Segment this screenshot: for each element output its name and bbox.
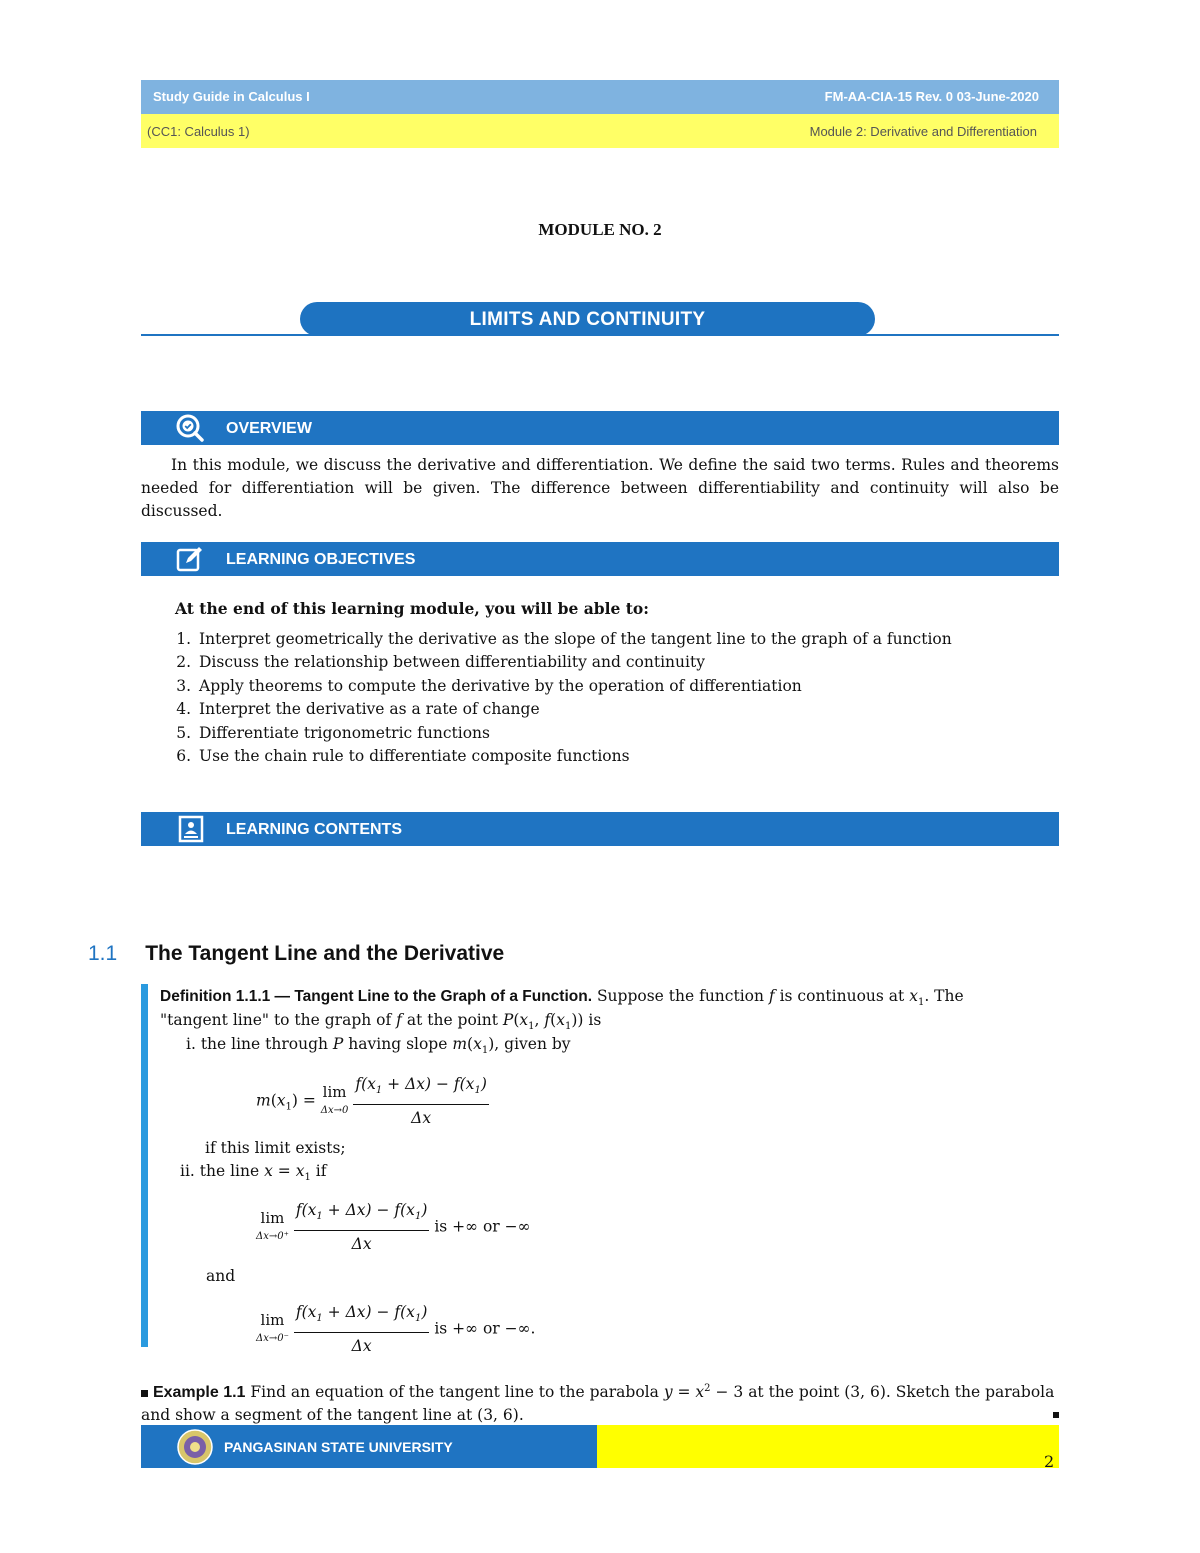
list-item: 6. Use the chain rule to differentiate composite functions bbox=[176, 746, 630, 765]
contents-section-header bbox=[141, 812, 1059, 846]
definition-text: . The bbox=[924, 987, 964, 1005]
definition-text: , given by bbox=[494, 1035, 571, 1053]
header-module-name: Module 2: Derivative and Differentiation bbox=[809, 124, 1037, 139]
definition-text: the line through bbox=[200, 1035, 328, 1053]
section-heading: The Tangent Line and the Derivative bbox=[145, 942, 505, 965]
list-item: 5. Differentiate trigonometric functions bbox=[176, 723, 490, 742]
definition-text: the line bbox=[199, 1162, 260, 1180]
module-title: LIMITS AND CONTINUITY bbox=[300, 302, 875, 336]
header-course-title: Study Guide in Calculus I bbox=[153, 89, 310, 104]
definition-item-label: i. bbox=[186, 1035, 196, 1053]
definition-text: "tangent line" to the graph of bbox=[160, 1011, 392, 1029]
footer-band bbox=[141, 1425, 597, 1468]
and-text: and bbox=[206, 1267, 236, 1285]
university-seal-icon bbox=[177, 1429, 213, 1465]
definition-text: is continuous at bbox=[779, 987, 905, 1005]
overview-heading: OVERVIEW bbox=[226, 420, 312, 437]
overview-paragraph bbox=[141, 454, 1059, 523]
definition-text: is bbox=[588, 1011, 602, 1029]
objectives-intro: At the end of this learning module, you will be able to: bbox=[175, 599, 649, 618]
definition-text: is +∞ or −∞ bbox=[434, 1217, 531, 1236]
example-text: and show a segment of the tangent line at (3, 6). bbox=[141, 1406, 524, 1425]
overview-text: In this module, we discuss the derivative and differentiation. We define the said two terms. Rules and theorems needed for differentiation will be given. The difference between differentiability and continuity will also be discussed. bbox=[141, 456, 1059, 520]
header-form-code: FM-AA-CIA-15 Rev. 0 03-June-2020 bbox=[824, 89, 1039, 104]
definition-item-label: ii. bbox=[180, 1162, 195, 1180]
end-mark bbox=[1053, 1412, 1059, 1418]
contents-heading: LEARNING CONTENTS bbox=[226, 821, 402, 838]
section-title bbox=[88, 942, 504, 966]
header-bottom-band bbox=[141, 114, 1059, 148]
definition-text: if bbox=[315, 1162, 327, 1180]
example-text: Find an equation of the tangent line to the parabola bbox=[250, 1383, 659, 1402]
right-limit-formula: lim Δx→0⁺ $\frac{f(x_1 + \Delta x) - f(x_1)}{\Delta x}$ is +∞ or −∞ bbox=[256, 1201, 531, 1254]
limit-condition: if this limit exists; bbox=[205, 1139, 346, 1157]
definition-text: at the point bbox=[406, 1011, 498, 1029]
list-item: 1. Interpret geometrically the derivative as the slope of the tangent line to the graph of a function bbox=[176, 630, 952, 648]
module-number: MODULE NO. 2 bbox=[538, 220, 662, 239]
definition-bar bbox=[141, 984, 148, 1347]
objectives-heading: LEARNING OBJECTIVES bbox=[226, 551, 416, 568]
edit-note-icon bbox=[175, 545, 205, 573]
header-top-band bbox=[141, 80, 1059, 114]
header-course-code: (CC1: Calculus 1) bbox=[147, 124, 250, 139]
example-block: Example 1.1 Find an equation of the tangent line to the parabola $y = x^2 - 3$ at the point (3, 6). Sketch the parabola and show a segment of the tangent line at (3, 6). bbox=[141, 1377, 1059, 1427]
magnifier-check-icon bbox=[175, 414, 205, 442]
university-name: PANGASINAN STATE UNIVERSITY bbox=[224, 1439, 453, 1455]
example-text: at the point (3, 6). Sketch the parabola bbox=[748, 1383, 1055, 1402]
page-number: 2 bbox=[1044, 1452, 1055, 1471]
list-item: 4. Interpret the derivative as a rate of change bbox=[176, 700, 540, 719]
objectives-section-header bbox=[141, 542, 1059, 576]
section-number: 1.1 bbox=[88, 942, 118, 965]
document-user-icon bbox=[175, 815, 205, 843]
list-item: 3. Apply theorems to compute the derivative by the operation of differentiation bbox=[176, 676, 802, 695]
objectives-list bbox=[141, 628, 1041, 768]
definition-label: Definition 1.1.1 — Tangent Line to the Graph of a Function. bbox=[160, 988, 592, 1005]
left-limit-formula: lim Δx→0⁻ $\frac{f(x_1 + \Delta x) - f(x_1)}{\Delta x}$ is +∞ or −∞. bbox=[256, 1303, 536, 1356]
definition-text: is +∞ or −∞. bbox=[434, 1319, 536, 1338]
definition-text: having slope bbox=[348, 1035, 448, 1053]
list-item: 2. Discuss the relationship between differentiability and continuity bbox=[176, 653, 705, 672]
overview-section-header bbox=[141, 411, 1059, 445]
footer-yellow-band bbox=[597, 1425, 1059, 1468]
example-label: Example 1.1 bbox=[152, 1384, 246, 1402]
definition-text: Suppose the function bbox=[596, 987, 764, 1005]
slope-formula: $m(x_1)$ = lim Δx→0 $\frac{f(x_1 + \Delta x) - f(x_1)}{\Delta x}$ bbox=[256, 1075, 487, 1128]
